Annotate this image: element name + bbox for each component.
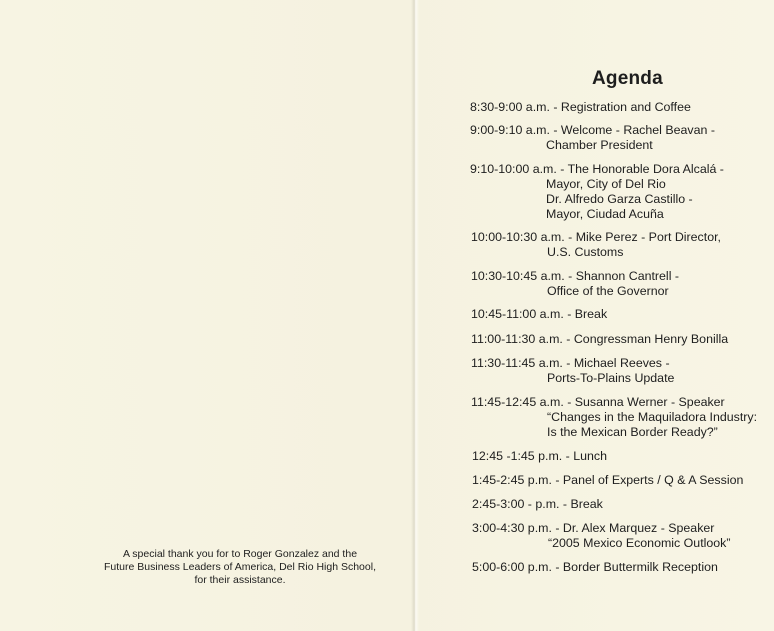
agenda-item-time: 9:00-9:10 a.m. - Welcome - Rachel Beavan - [470,123,715,137]
agenda-item-detail: Mayor, City of Del Rio [546,177,666,191]
thank-you-note [80,548,400,587]
agenda-item-detail: Office of the Governor [547,284,669,298]
agenda-item-time: 8:30-9:00 a.m. - Registration and Coffee [470,100,691,114]
agenda-title: Agenda [592,68,663,89]
agenda-item [470,123,715,153]
center-fold [411,0,419,631]
agenda-item-time: 11:30-11:45 a.m. - Michael Reeves - [471,356,670,370]
agenda-item-time: 12:45 -1:45 p.m. - Lunch [472,449,608,463]
agenda-item-detail: U.S. Customs [547,245,624,259]
agenda-item [472,497,603,512]
agenda-item-detail: Ports-To-Plains Update [547,371,675,385]
agenda-item [472,521,731,551]
agenda-item-time: 11:00-11:30 a.m. - Congressman Henry Bonilla [471,332,729,346]
agenda-item [471,269,679,299]
agenda-item-detail: Dr. Alfredo Garza Castillo - [546,192,693,206]
agenda-item [471,307,607,322]
agenda-panel [420,0,774,631]
agenda-item-time: 3:00-4:30 p.m. - Dr. Alex Marquez - Speaker [472,521,715,535]
agenda-item [470,162,724,222]
agenda-item-time: 2:45-3:00 - p.m. - Break [472,497,603,511]
agenda-item-detail: Mayor, Ciudad Acuña [546,207,664,221]
agenda-item [471,332,728,347]
agenda-item [471,230,721,260]
agenda-item-detail: Is the Mexican Border Ready?” [547,425,718,439]
agenda-item-detail: Chamber President [546,138,653,152]
thank-you-line: for their assistance. [194,574,286,586]
agenda-item [472,560,718,575]
agenda-item-detail: “Changes in the Maquiladora Industry: [547,410,758,424]
agenda-item [472,449,607,464]
agenda-item-time: 11:45-12:45 a.m. - Susanna Werner - Speaker [471,395,725,409]
agenda-item-time: 9:10-10:00 a.m. - The Honorable Dora Alcalá - [470,162,724,176]
agenda-item-time: 10:45-11:00 a.m. - Break [471,307,608,321]
agenda-item [471,356,674,386]
agenda-item-time: 1:45-2:45 p.m. - Panel of Experts / Q & A Session [472,473,744,487]
agenda-item [470,100,691,115]
agenda-item-time: 5:00-6:00 p.m. - Border Buttermilk Reception [472,560,718,574]
thank-you-line: Future Business Leaders of America, Del Rio High School, [104,561,376,573]
agenda-item-detail: “2005 Mexico Economic Outlook” [548,536,731,550]
agenda-item-time: 10:30-10:45 a.m. - Shannon Cantrell - [471,269,680,283]
thank-you-line: A special thank you for to Roger Gonzalez and the [122,548,358,560]
agenda-item [471,395,757,440]
agenda-item [472,473,743,488]
agenda-item-time: 10:00-10:30 a.m. - Mike Perez - Port Director, [471,230,721,244]
